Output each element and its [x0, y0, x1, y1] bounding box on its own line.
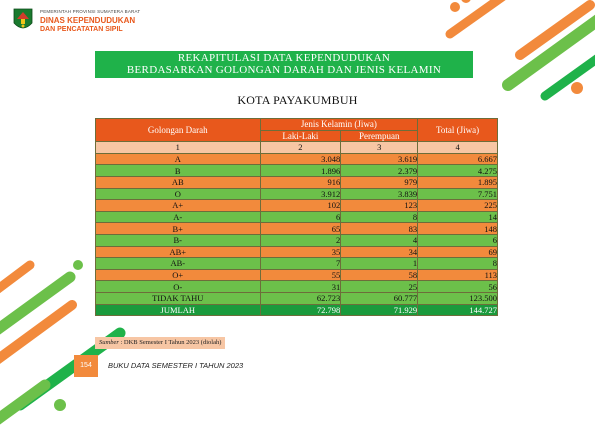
- male-count-cell: 3.048: [260, 153, 341, 165]
- table-row: [96, 223, 498, 235]
- org-line-2: DINAS KEPENDUDUKAN: [40, 16, 136, 25]
- table-row: [96, 176, 498, 188]
- blood-group-cell: AB: [96, 176, 261, 188]
- table-row: [96, 246, 498, 258]
- total-count-cell: 113: [418, 269, 498, 281]
- total-count-cell: 6: [418, 234, 498, 246]
- blood-group-cell: AB+: [96, 246, 261, 258]
- female-count-cell: 25: [341, 281, 418, 293]
- total-count-cell: 148: [418, 223, 498, 235]
- male-count-cell: 1.896: [260, 165, 341, 177]
- blood-group-cell: A+: [96, 200, 261, 212]
- table-row: [96, 188, 498, 200]
- total-count-cell: 123.500: [418, 292, 498, 304]
- male-count-cell: 35: [260, 246, 341, 258]
- org-line-1: PEMERINTAH PROVINSI SUMATERA BARAT: [40, 9, 141, 14]
- column-number: 3: [341, 142, 418, 154]
- blood-group-cell: O+: [96, 269, 261, 281]
- city-heading: KOTA PAYAKUMBUH: [237, 93, 358, 107]
- table-row: [96, 200, 498, 212]
- female-count-cell: 4: [341, 234, 418, 246]
- total-count-cell: 1.895: [418, 176, 498, 188]
- blood-group-cell: O-: [96, 281, 261, 293]
- female-count-cell: 1: [341, 258, 418, 270]
- blood-group-cell: B: [96, 165, 261, 177]
- total-count-cell: 14: [418, 211, 498, 223]
- blood-group-cell: B+: [96, 223, 261, 235]
- male-count-cell: 6: [260, 211, 341, 223]
- total-count-cell: 144.727: [418, 304, 498, 316]
- male-count-cell: 62.723: [260, 292, 341, 304]
- col-header-gender: Jenis Kelamin (Jiwa): [260, 119, 418, 131]
- table-row: [96, 292, 498, 304]
- male-count-cell: 55: [260, 269, 341, 281]
- male-count-cell: 102: [260, 200, 341, 212]
- female-count-cell: 83: [341, 223, 418, 235]
- source-note: [95, 337, 225, 349]
- total-count-cell: 225: [418, 200, 498, 212]
- male-count-cell: 31: [260, 281, 341, 293]
- total-count-cell: 7.751: [418, 188, 498, 200]
- source-label: Sumber: [99, 339, 119, 346]
- total-count-cell: 8: [418, 258, 498, 270]
- female-count-cell: 3.619: [341, 153, 418, 165]
- col-header-blood-group: Golongan Darah: [96, 119, 261, 142]
- col-header-female: Perempuan: [341, 130, 418, 142]
- female-count-cell: 8: [341, 211, 418, 223]
- male-count-cell: 3.912: [260, 188, 341, 200]
- female-count-cell: 34: [341, 246, 418, 258]
- male-count-cell: 7: [260, 258, 341, 270]
- government-crest-logo: [12, 7, 34, 33]
- table-row: [96, 269, 498, 281]
- table-row: [96, 304, 498, 316]
- male-count-cell: 65: [260, 223, 341, 235]
- total-count-cell: 6.667: [418, 153, 498, 165]
- total-count-cell: 69: [418, 246, 498, 258]
- col-header-total: Total (Jiwa): [418, 119, 498, 142]
- page-number: 154: [74, 355, 98, 377]
- blood-group-cell: A: [96, 153, 261, 165]
- female-count-cell: 71.929: [341, 304, 418, 316]
- table-row: [96, 234, 498, 246]
- source-text: : DKB Semester I Tahun 2023 (diolah): [118, 339, 222, 346]
- table-row: [96, 281, 498, 293]
- table-row: [96, 211, 498, 223]
- male-count-cell: 916: [260, 176, 341, 188]
- report-title-line-1: REKAPITULASI DATA KEPENDUDUKAN: [177, 52, 391, 64]
- col-header-male: Laki-Laki: [260, 130, 341, 142]
- table-row: [96, 258, 498, 270]
- book-title: BUKU DATA SEMESTER I TAHUN 2023: [108, 361, 244, 370]
- blood-group-cell: B-: [96, 234, 261, 246]
- blood-type-table: [95, 118, 498, 316]
- female-count-cell: 2.379: [341, 165, 418, 177]
- report-title-band: [95, 51, 473, 78]
- blood-group-cell: AB-: [96, 258, 261, 270]
- blood-group-cell: A-: [96, 211, 261, 223]
- column-number: 2: [260, 142, 341, 154]
- column-number: 1: [96, 142, 261, 154]
- female-count-cell: 60.777: [341, 292, 418, 304]
- female-count-cell: 123: [341, 200, 418, 212]
- male-count-cell: 72.798: [260, 304, 341, 316]
- table-row: [96, 153, 498, 165]
- agency-name: [40, 9, 140, 33]
- female-count-cell: 58: [341, 269, 418, 281]
- org-line-3: DAN PENCATATAN SIPIL: [40, 26, 123, 33]
- table-row: [96, 165, 498, 177]
- column-number: 4: [418, 142, 498, 154]
- male-count-cell: 2: [260, 234, 341, 246]
- total-count-cell: 56: [418, 281, 498, 293]
- female-count-cell: 3.839: [341, 188, 418, 200]
- column-number-row: [96, 142, 498, 154]
- female-count-cell: 979: [341, 176, 418, 188]
- blood-group-cell: JUMLAH: [96, 304, 261, 316]
- blood-group-cell: TIDAK TAHU: [96, 292, 261, 304]
- blood-group-cell: O: [96, 188, 261, 200]
- total-count-cell: 4.275: [418, 165, 498, 177]
- report-title-line-2: BERDASARKAN GOLONGAN DARAH DAN JENIS KELAMIN: [126, 64, 442, 76]
